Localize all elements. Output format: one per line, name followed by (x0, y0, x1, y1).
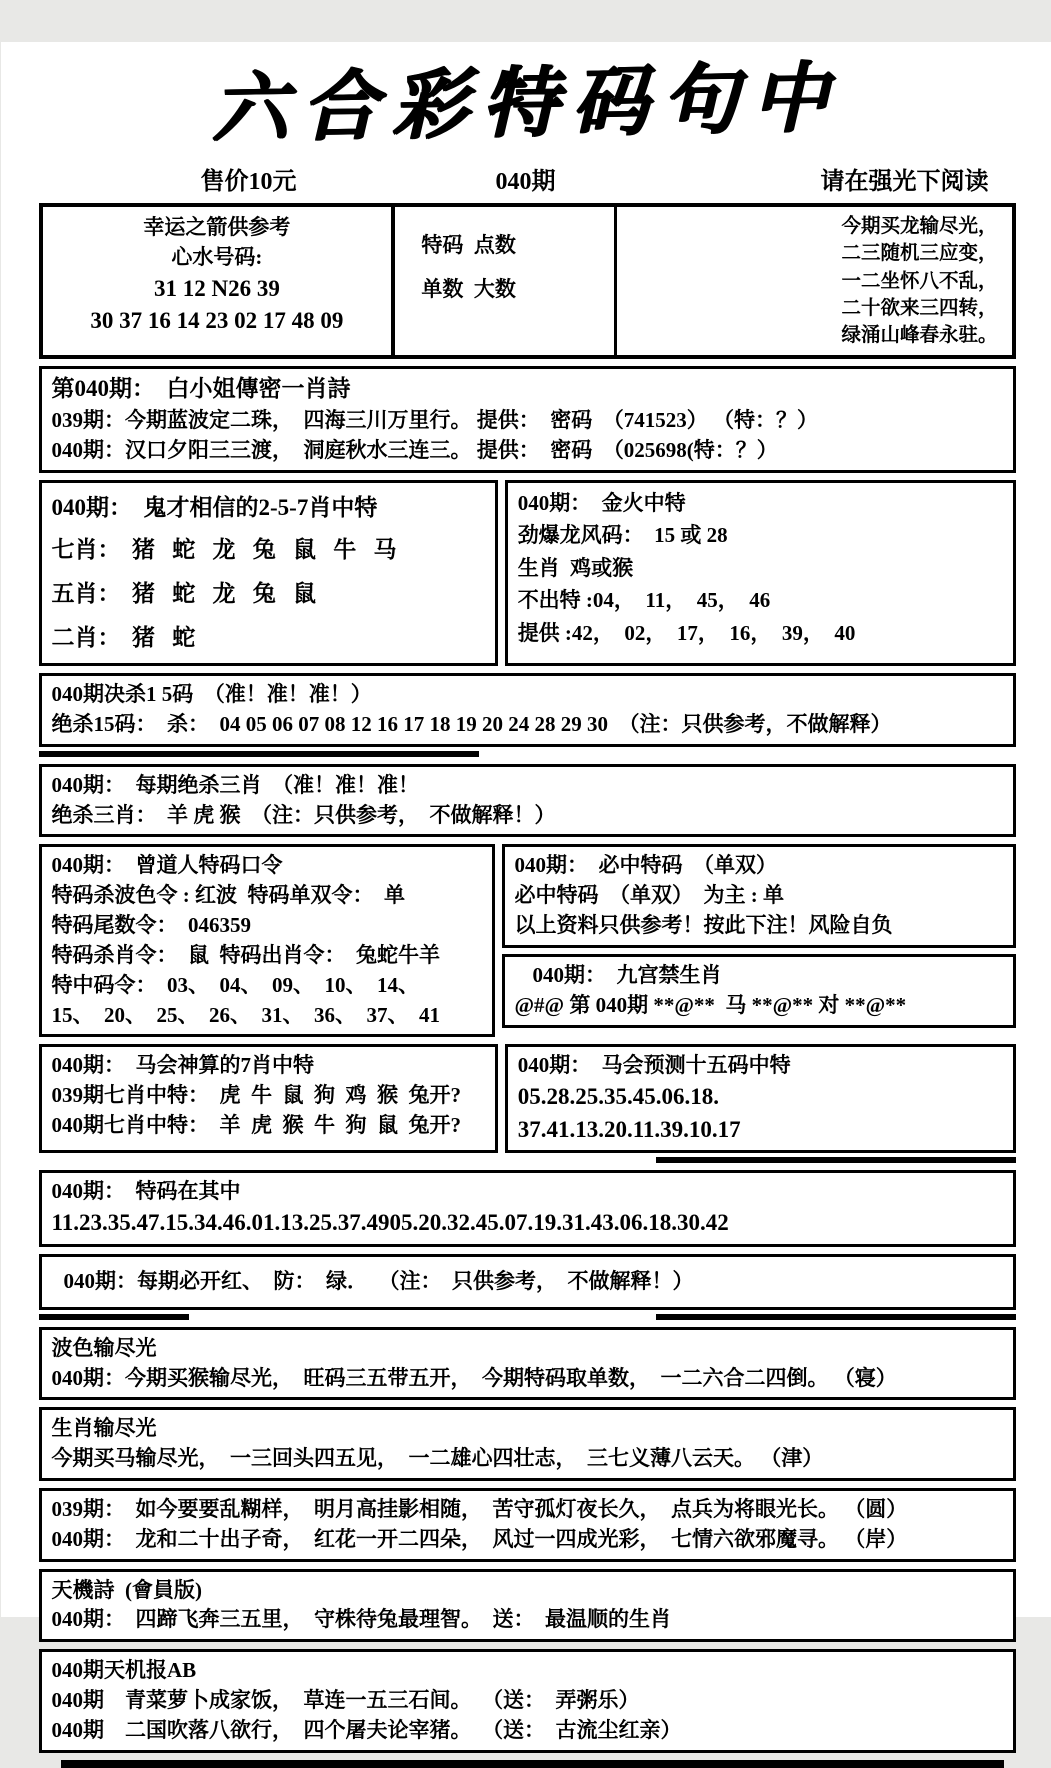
top-info-box (39, 203, 1016, 359)
right-column (502, 844, 1016, 1037)
guicai-line1: 七肖： 猪 蛇 龙 兔 鼠 牛 马 (51, 537, 397, 563)
zengdaoren-line2: 特码尾数令： 046359 (51, 913, 251, 938)
bizhong-box (502, 844, 1016, 947)
jiugong-line1: @#@ 第 040期 **@** 马 **@** 对 **@** (514, 992, 907, 1017)
mahui7-title: 040期： 马会神算的7肖中特 (51, 1053, 314, 1078)
separator-bar (39, 1314, 189, 1320)
issue-label: 040期 (495, 169, 556, 195)
zengdaoren-line4: 特中码令： 03、 04、 09、 10、 14、 (51, 972, 419, 997)
row-xiao-jinhuo (39, 480, 1016, 666)
baixiaojie-line2: 040期：汉口夕阳三三渡， 洞庭秋水三连三。 提供： 密码 （025698(特：？） (51, 437, 778, 462)
jueshao15-box (39, 673, 1016, 747)
temazaiqizhong-box (39, 1170, 1016, 1246)
separator-bars (39, 1314, 1016, 1320)
row-koulin-bizhong (39, 844, 1016, 1037)
poem-line: 一二坐怀八不乱， (841, 270, 998, 292)
page-title: 六合彩特码句中 (209, 56, 842, 152)
jueshaxiao-box (39, 764, 1016, 838)
jinhuo-line3: 不出特 :04， 11， 45， 46 (517, 588, 771, 613)
jinhuo-box (505, 480, 1016, 666)
tianji-title: 天機詩 (會員版) (51, 1577, 202, 1602)
lucky-numbers-2: 30 37 16 14 23 02 17 48 09 (90, 308, 344, 334)
bizhong-line1: 必中特码 （单双） 为主 : 单 (514, 883, 784, 908)
lucky-line2: 心水号码: (171, 244, 263, 269)
lucky-line1: 幸运之箭供参考 (143, 215, 291, 239)
tianji-line1: 040期： 四蹄飞奔三五里， 守株待兔最理智。 送： 最温顺的生肖 (51, 1607, 671, 1632)
zengdaoren-line1: 特码杀波色令 : 红波 特码单双令： 单 (51, 883, 405, 908)
mahui15-line1: 05.28.25.35.45.06.18. (517, 1084, 719, 1110)
separator-bar (656, 1157, 1016, 1163)
mahui15-line2: 37.41.13.20.11.39.10.17 (517, 1116, 741, 1142)
poem-line: 二十欲来三四转， (841, 297, 998, 319)
reading-notice: 请在强光下阅读 (820, 169, 989, 195)
jueshaxiao-line1: 绝杀三肖： 羊 虎 猴 （注：只供参考， 不做解释！） (51, 802, 556, 827)
poems2-line2: 040期： 龙和二十出子奇， 红花一开二四朵， 风过一四成光彩， 七情六欲邪魔寻。 （岸） (51, 1526, 908, 1551)
bikai-box (39, 1254, 1016, 1310)
guicai-box (39, 480, 498, 666)
poem-line: 今期买龙输尽光， (841, 216, 998, 237)
bizhong-line2: 以上资料只供参考！按此下注！风险自负 (514, 913, 893, 938)
temazaiqizhong-line1: 11.23.35.47.15.34.46.01.13.25.37.4905.20.32.45.07.19.31.43.06.18.30.42 (51, 1210, 729, 1236)
mahui7-line1: 039期七肖中特： 虎 牛 鼠 狗 鸡 猴 兔开? (51, 1083, 461, 1108)
guicai-line2: 五肖： 猪 蛇 龙 兔 鼠 (51, 580, 316, 606)
poems2-box (39, 1488, 1016, 1562)
top-poem-box (614, 207, 1011, 355)
bikai-line1: 040期：每期必开红、 防： 绿． （注： 只供参考， 不做解释！） (63, 1268, 694, 1293)
separator-bar (39, 751, 479, 757)
tianjibao-line1: 040期 青菜萝卜成家饭， 草连一五三石间。 （送： 弄粥乐） (51, 1688, 640, 1713)
lucky-numbers-1: 31 12 N26 39 (153, 275, 280, 301)
baixiaojie-box (39, 366, 1016, 472)
shengxiao-title: 生肖输尽光 (51, 1416, 157, 1441)
shengxiao-box (39, 1407, 1016, 1481)
jiugong-box (502, 954, 1016, 1028)
row-mahui (39, 1044, 1016, 1153)
tianjibao-line2: 040期 二国吹落八欲行， 四个屠夫论宰猪。 （送： 古流尘红亲） (51, 1717, 682, 1742)
mahui15-title: 040期： 马会预测十五码中特 (517, 1053, 791, 1078)
jueshao15-title: 040期决杀1 5码 （准！准！准！） (51, 682, 372, 707)
shengxiao-line1: 今期买马输尽光， 一三回头四五见， 一二雄心四壮志， 三七义薄八云天。 （津） (51, 1446, 824, 1471)
bose-line1: 040期：今期买猴输尽光， 旺码三五带五开， 今期特码取单数， 一二六合二四倒。 （寝） (51, 1365, 897, 1390)
guicai-title: 040期： 鬼才相信的2-5-7肖中特 (51, 494, 378, 520)
bose-box (39, 1327, 1016, 1401)
poems2-line1: 039期： 如今要要乱糊样， 明月高挂影相随， 苦守孤灯夜长久， 点兵为将眼光长。 （圆） (51, 1497, 908, 1521)
zengdaoren-line5: 15、 20、 25、 26、 31、 36、 37、 41 (51, 1002, 440, 1027)
separator-bar (656, 1314, 1016, 1320)
bottom-rule (61, 1760, 1004, 1768)
jueshao15-line1: 绝杀15码： 杀： 04 05 06 07 08 12 16 17 18 19 20 24 28 29 30 （注：只供参考，不做解释） (51, 712, 892, 737)
price-label: 售价10元 (200, 169, 297, 195)
guicai-line3: 二肖： 猪 蛇 (51, 624, 196, 650)
tianjibao-title: 040期天机报AB (51, 1658, 197, 1683)
jinhuo-title: 040期： 金火中特 (517, 490, 686, 515)
lottery-sheet (1, 42, 1051, 1742)
tema-line1: 特码 点数 (421, 233, 516, 257)
jinhuo-line2: 生肖 鸡或猴 (517, 555, 634, 580)
mahui15-box (505, 1044, 1016, 1153)
tianji-box (39, 1569, 1016, 1643)
temazaiqizhong-title: 040期： 特码在其中 (51, 1179, 241, 1204)
zengdaoren-line3: 特码杀肖令： 鼠 特码出肖令： 兔蛇牛羊 (51, 942, 440, 967)
baixiaojie-title: 第040期： 白小姐傳密一肖詩 (51, 376, 351, 402)
baixiaojie-line1: 039期：今期蓝波定二珠， 四海三川万里行。 提供： 密码 （741523） （特：？） (51, 408, 818, 433)
tema-line2: 单数 大数 (421, 277, 516, 302)
tianjibao-box (39, 1649, 1016, 1752)
lucky-arrow-box (43, 207, 392, 355)
bose-title: 波色输尽光 (51, 1335, 157, 1360)
poem-line: 绿涌山峰春永驻。 (841, 325, 998, 347)
jueshaxiao-title: 040期： 每期绝杀三肖 （准！准！准！ (51, 772, 419, 797)
mahui7-line2: 040期七肖中特： 羊 虎 猴 牛 狗 鼠 兔开? (51, 1112, 461, 1137)
zengdaoren-title: 040期： 曾道人特码口令 (51, 853, 283, 878)
poem-line: 二三随机三应变， (841, 243, 998, 265)
subheader (1, 161, 1051, 197)
jinhuo-line1: 劲爆龙风码： 15 或 28 (517, 523, 728, 548)
sheet-content (39, 203, 1016, 1768)
jinhuo-line4: 提供 :42， 02， 17， 16， 39， 40 (517, 620, 856, 645)
bizhong-title: 040期： 必中特码 （单双） (514, 853, 777, 878)
mahui7-box (39, 1044, 498, 1153)
jiugong-title: 040期： 九宫禁生肖 (532, 962, 722, 987)
zengdaoren-box (39, 844, 495, 1037)
tema-type-box (391, 207, 614, 355)
